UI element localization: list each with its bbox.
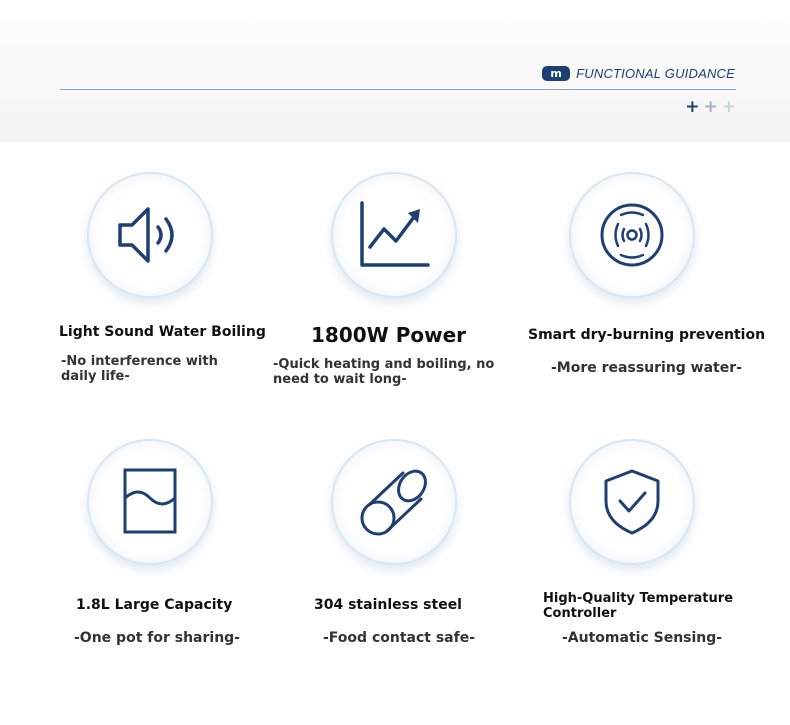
section-label: FUNCTIONAL GUIDANCE [576, 65, 735, 81]
speaker-sound-icon [110, 195, 190, 275]
feature-description: -Automatic Sensing- [562, 630, 723, 646]
steel-cylinder-icon [356, 464, 432, 540]
feature-icon-circle [331, 172, 457, 298]
shield-check-icon [600, 467, 664, 537]
feature-icon-circle [87, 439, 213, 565]
feature-icon-circle [569, 172, 695, 298]
feature-title: 1.8L Large Capacity [76, 597, 233, 613]
feature-icon-circle [331, 439, 457, 565]
water-level-icon [120, 466, 180, 538]
feature-title: 1800W Power [311, 323, 466, 347]
feature-icon-circle [569, 439, 695, 565]
feature-description: -More reassuring water- [551, 360, 742, 376]
feature-description: -No interference with daily life- [61, 354, 218, 384]
feature-title: Smart dry-burning prevention [528, 327, 766, 343]
feature-title: Light Sound Water Boiling [59, 324, 266, 340]
feature-title: High-Quality Temperature Controller [543, 591, 734, 621]
feature-description: -Quick heating and boiling, no need to wait long- [273, 357, 495, 387]
header-divider [60, 89, 736, 90]
plus-icon: + [685, 97, 700, 117]
brand-logo: m [542, 66, 570, 81]
plus-icon: + [703, 97, 718, 117]
header-banner [0, 0, 790, 142]
plus-icon: + [721, 97, 736, 117]
plus-decoration [685, 96, 736, 118]
feature-title: 304 stainless steel [314, 597, 462, 613]
feature-icon-circle [87, 172, 213, 298]
brand-block [542, 64, 735, 82]
feature-description: -Food contact safe- [323, 630, 476, 646]
sensor-waves-icon [597, 200, 667, 270]
feature-description: -One pot for sharing- [74, 630, 240, 646]
rising-chart-icon [354, 195, 434, 275]
